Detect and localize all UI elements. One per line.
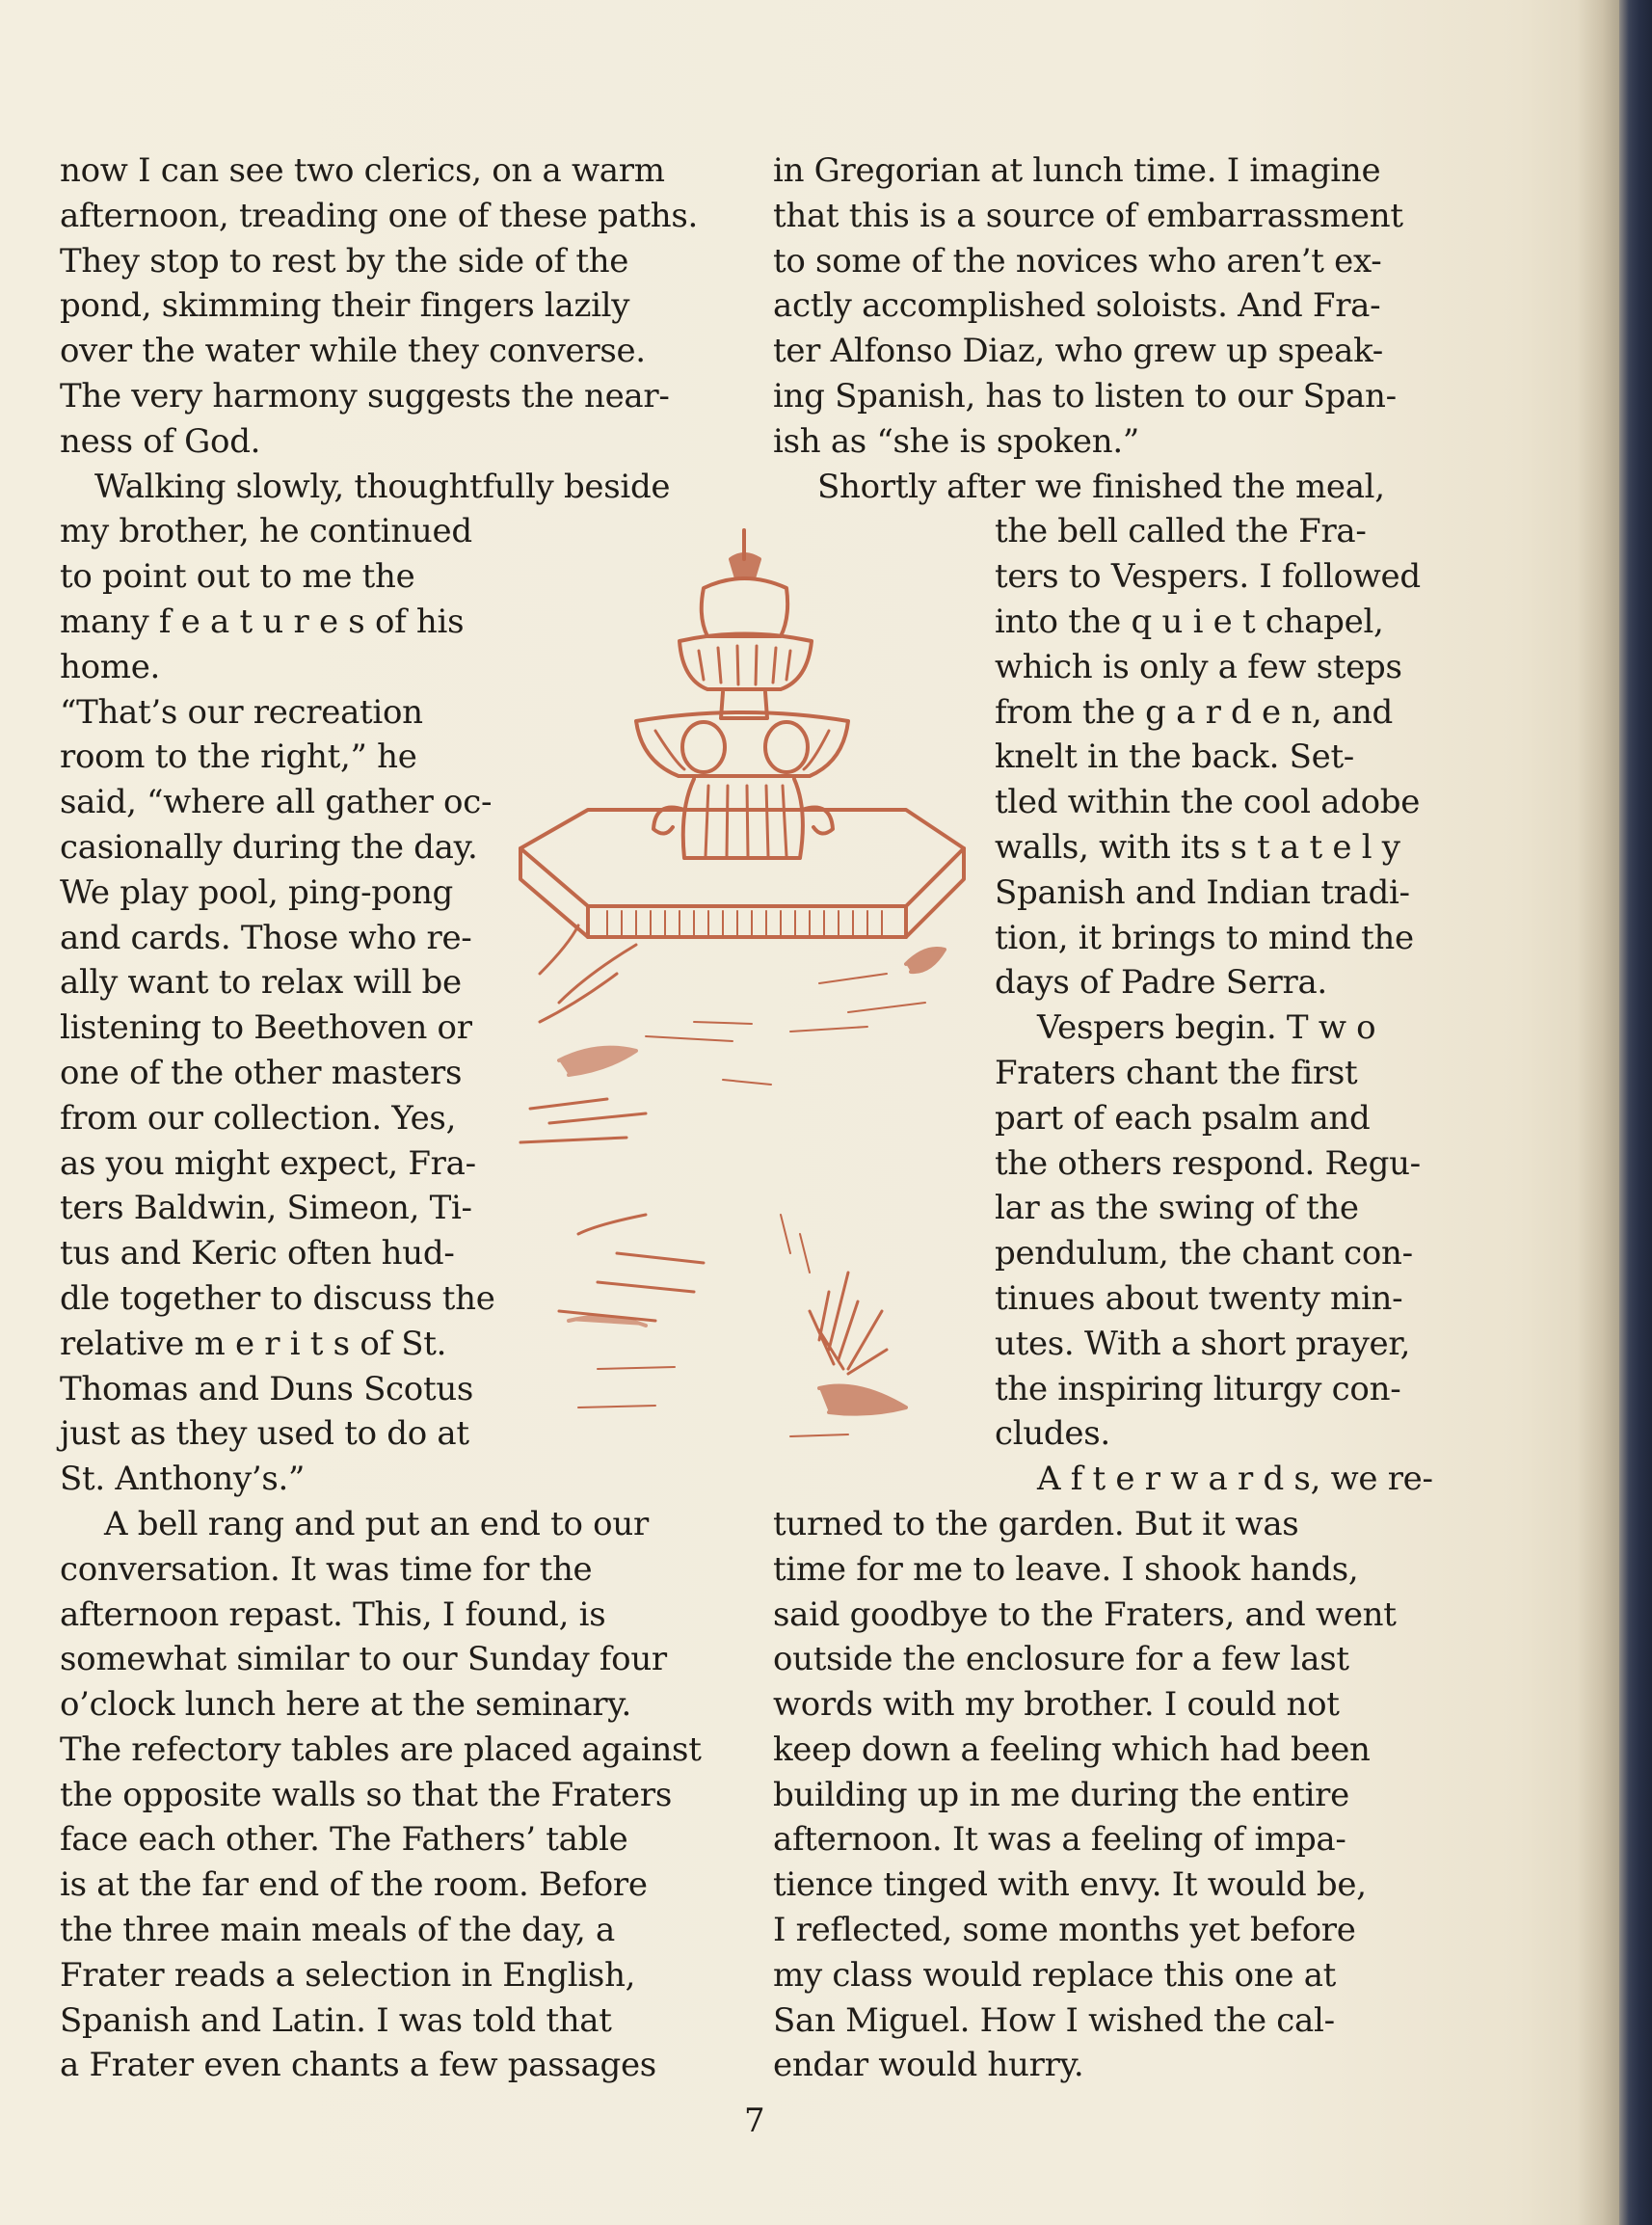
text-line: Frater reads a selection in English, (60, 1955, 636, 1995)
text-line: building up in me during the entire (773, 1775, 1349, 1814)
text-line: Fraters chant the first (995, 1053, 1358, 1092)
text-line: I reflected, some months yet before (773, 1911, 1356, 1950)
text-line: endar would hurry. (773, 2046, 1084, 2085)
text-line: A bell rang and put an end to our (104, 1504, 649, 1543)
text-line: pond, skimming their fingers lazily (60, 286, 630, 326)
text-line: Thomas and Duns Scotus (60, 1369, 474, 1408)
text-line: We play pool, ping-pong (60, 872, 454, 912)
text-line: actly accomplished soloists. And Fra- (773, 286, 1381, 326)
text-line: as you might expect, Fra- (60, 1143, 476, 1183)
text-line: the bell called the Fra- (995, 512, 1367, 551)
text-line: words with my brother. I could not (773, 1685, 1340, 1725)
text-line: said, “where all gather oc- (60, 783, 493, 822)
text-line: my brother, he continued (60, 512, 472, 551)
text-line: my class would replace this one at (773, 1955, 1337, 1995)
text-line: which is only a few steps (995, 647, 1402, 686)
text-line: cludes. (995, 1414, 1110, 1454)
fountain-illustration (501, 521, 993, 1465)
text-line: from the g a r d e n, and (995, 692, 1394, 732)
text-line: many f e a t u r e s of his (60, 602, 465, 641)
text-line: San Miguel. How I wished the cal- (773, 2000, 1335, 2040)
text-line: one of the other masters (60, 1053, 463, 1092)
text-line: time for me to leave. I shook hands, (773, 1549, 1359, 1589)
text-line: into the q u i e t chapel, (995, 602, 1384, 641)
text-line: They stop to rest by the side of the (60, 241, 629, 281)
text-line: listening to Beethoven or (60, 1008, 472, 1048)
text-line: somewhat similar to our Sunday four (60, 1640, 667, 1679)
text-line: said goodbye to the Fraters, and went (773, 1595, 1397, 1634)
text-line: pendulum, the chant con- (995, 1234, 1413, 1273)
text-line: tinues about twenty min- (995, 1278, 1403, 1318)
book-spine (1619, 0, 1652, 2225)
text-line: face each other. The Fathers’ table (60, 1820, 628, 1860)
text-line: Walking slowly, thoughtfully beside (94, 467, 671, 506)
text-line: utes. With a short prayer, (995, 1324, 1411, 1363)
text-line: and cards. Those who re- (60, 918, 472, 957)
text-line: casionally during the day. (60, 827, 478, 867)
text-line: walls, with its s t a t e l y (995, 827, 1400, 867)
text-line: St. Anthony’s.” (60, 1460, 306, 1499)
text-line: home. (60, 647, 161, 686)
text-line: over the water while they converse. (60, 332, 646, 371)
text-line: conversation. It was time for the (60, 1549, 593, 1589)
text-line: outside the enclosure for a few last (773, 1640, 1349, 1679)
text-line: the others respond. Regu- (995, 1143, 1421, 1183)
text-line: tience tinged with envy. It would be, (773, 1865, 1367, 1905)
text-line: The refectory tables are placed against (60, 1729, 702, 1769)
text-line: The very harmony suggests the near- (60, 376, 670, 416)
text-line: Shortly after we finished the meal, (817, 467, 1385, 506)
text-line: to some of the novices who aren’t ex- (773, 241, 1382, 281)
page-gutter-shadow (1577, 0, 1619, 2225)
text-line: the opposite walls so that the Fraters (60, 1775, 672, 1814)
text-line: days of Padre Serra. (995, 963, 1327, 1003)
page-number: 7 (744, 2102, 765, 2140)
text-line: Vespers begin. T w o (1037, 1008, 1376, 1048)
text-line: ters Baldwin, Simeon, Ti- (60, 1189, 472, 1228)
text-line: o’clock lunch here at the seminary. (60, 1685, 632, 1725)
text-line: to point out to me the (60, 557, 415, 597)
text-line: ter Alfonso Diaz, who grew up speak- (773, 332, 1383, 371)
text-line: afternoon repast. This, I found, is (60, 1595, 606, 1634)
text-line: dle together to discuss the (60, 1278, 495, 1318)
text-line: ters to Vespers. I followed (995, 557, 1421, 597)
text-line: afternoon. It was a feeling of impa- (773, 1820, 1346, 1860)
text-line: the inspiring liturgy con- (995, 1369, 1401, 1408)
text-line: from our collection. Yes, (60, 1098, 457, 1138)
text-line: now I can see two clerics, on a warm (60, 151, 665, 190)
text-line: knelt in the back. Set- (995, 737, 1354, 777)
text-line: tled within the cool adobe (995, 783, 1421, 822)
text-line: A f t e r w a r d s, we re- (1037, 1460, 1433, 1499)
text-line: in Gregorian at lunch time. I imagine (773, 151, 1381, 190)
text-line: ing Spanish, has to listen to our Span- (773, 376, 1397, 416)
text-line: tus and Keric often hud- (60, 1234, 455, 1273)
text-line: keep down a feeling which had been (773, 1729, 1371, 1769)
text-line: Spanish and Indian tradi- (995, 872, 1410, 912)
text-line: Spanish and Latin. I was told that (60, 2000, 612, 2040)
text-line: lar as the swing of the (995, 1189, 1359, 1228)
text-line: relative m e r i t s of St. (60, 1324, 447, 1363)
text-line: a Frater even chants a few passages (60, 2046, 656, 2085)
text-line: tion, it brings to mind the (995, 918, 1414, 957)
text-line: ally want to relax will be (60, 963, 462, 1003)
text-line: “That’s our recreation (60, 692, 423, 732)
text-line: that this is a source of embarrassment (773, 196, 1403, 235)
text-line: the three main meals of the day, a (60, 1911, 615, 1950)
text-line: just as they used to do at (60, 1414, 469, 1454)
text-line: ish as “she is spoken.” (773, 421, 1139, 461)
text-line: turned to the garden. But it was (773, 1504, 1299, 1543)
text-line: ness of God. (60, 421, 261, 461)
text-line: is at the far end of the room. Before (60, 1865, 648, 1905)
text-line: afternoon, treading one of these paths. (60, 196, 699, 235)
text-line: room to the right,” he (60, 737, 417, 777)
text-line: part of each psalm and (995, 1098, 1371, 1138)
